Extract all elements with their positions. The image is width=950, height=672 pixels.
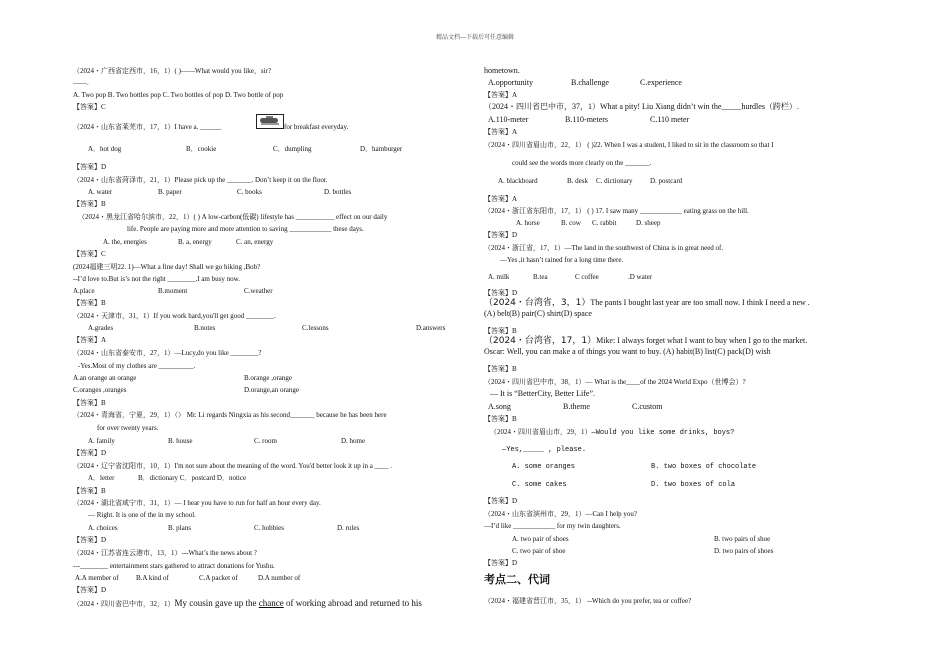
option-d: D.orange,an orange xyxy=(244,386,300,394)
option-c: C. some cakes xyxy=(512,481,567,489)
option-c: C. dictionary xyxy=(596,177,633,185)
option-a: A.110-meter xyxy=(488,115,529,124)
question-source: （2024・天津市，31，1）If you work hard,you'll get good ________. xyxy=(73,312,276,320)
question-text: could see the words more clearly on the _______. xyxy=(512,159,652,167)
answer-label: 【答案】B xyxy=(73,487,106,495)
question-text: --I’d love to.But is’s not the right ________.I am busy now. xyxy=(73,275,240,283)
question-source: （2024・山东省菏泽市，21，1）Please pick up the _______. Don’t keep it on the floor. xyxy=(73,176,328,184)
question-source: （2024・青海省，宁夏，29，1）（） Mr. Li regards Ningxia as his second_______ because he has been here xyxy=(73,411,387,419)
option-c: C.experience xyxy=(640,78,682,87)
option-c: C coffee xyxy=(575,273,599,281)
option-a: A.grades xyxy=(88,324,114,332)
option-a: A.song xyxy=(488,402,511,411)
option-a: A. some oranges xyxy=(512,463,576,471)
option-b: B.tea xyxy=(533,273,548,281)
option-d: D. rules xyxy=(337,524,360,532)
question-text: — Right. It is one of the in my school. xyxy=(88,511,196,519)
question-source: （2024・山东省莱芜市，17，1）I have a. ______ xyxy=(73,123,222,131)
answer-label: 【答案】A xyxy=(484,195,518,203)
answer-label: 【答案】B xyxy=(73,299,106,307)
option-b: B.orange ,orange xyxy=(244,374,293,382)
question-source: （2024・浙江省，17，1）—The land in the southwest of China is in great need of. xyxy=(484,244,724,252)
answer-label: 【答案】D xyxy=(73,449,107,457)
option-c: C.oranges ,oranges xyxy=(73,386,127,394)
option-b: B. two boxes of chocolate xyxy=(651,463,757,471)
option-b: B.theme xyxy=(563,402,590,411)
question-source: （2024・山东省泰安市，27，1）—Lucy,do you like ________? xyxy=(73,349,262,357)
option-d: .D water xyxy=(628,273,653,281)
answer-label: 【答案】A xyxy=(484,91,518,99)
question-text: —Yes,_____ , please. xyxy=(502,446,587,454)
answer-label: 【答案】B xyxy=(484,415,517,423)
question-line xyxy=(484,298,810,308)
option-b: B. paper xyxy=(158,188,182,196)
answer-label: 【答案】B xyxy=(484,365,517,373)
answer-label: 【答案】D xyxy=(484,497,518,505)
option-a: A. family xyxy=(88,437,115,445)
question-text: —Would you like some drinks, boys? xyxy=(591,429,735,437)
option-c: C. room xyxy=(254,437,277,445)
question-source: （2024・台湾省，17，1） xyxy=(484,336,597,346)
question-text: The pants I bought last year are too small now. I think I need a new . xyxy=(590,298,810,307)
option-d: D. postcard xyxy=(650,177,683,185)
answer-label: 【答案】D xyxy=(73,586,107,594)
answer-label: 【答案】D xyxy=(73,536,107,544)
option-b: B.A kind of xyxy=(136,574,169,582)
option-a: A.opportunity xyxy=(488,78,534,87)
option-c: C. an, energy xyxy=(236,238,274,246)
option-a: A.A member of xyxy=(75,574,119,582)
option-a: A.place xyxy=(73,287,95,295)
question-text: for over twenty years. xyxy=(97,424,159,432)
option-b: B. cow xyxy=(561,219,581,227)
question-source: （2024・山东省滨州市，29，1）—Can I help you? xyxy=(484,510,638,518)
options-bcd: B．dictionary C．postcard D．notice xyxy=(138,474,247,482)
option-d: D. two boxes of cola xyxy=(651,481,736,489)
question-source: （2024・辽宁省沈阳市，10，1）I'm not sure about the meaning of the word. You'd better look it up in a ____ . xyxy=(73,462,393,470)
option-d: D. bottles xyxy=(324,188,352,196)
option-c: C.110 meter xyxy=(650,115,690,124)
answer-label: 【答案】C xyxy=(73,103,106,111)
question-source: （2024・广西省定西市，16，1）( )——What would you like，sir? xyxy=(73,67,271,75)
question-text: Mike: I always forget what I want to buy when I go to the market. xyxy=(596,336,808,345)
option-c: C.A packet of xyxy=(199,574,238,582)
options: A. Two pop B. Two bottles pop C. Two bottles of pop D. Two bottle of pop xyxy=(73,91,284,99)
option-a: A. choices xyxy=(88,524,118,532)
question-text: of working abroad and returned to his xyxy=(283,598,422,608)
question-source: （2024・四川省眉山市，29，1） xyxy=(490,428,592,436)
question-source: （2024・四川省巴中市，37，1）What a pity! Liu Xiang didn’t win the_____hurdles（跨栏）. xyxy=(484,102,799,111)
question-source: (2024福建三明22. 1)—What a fine day! Shall we go hiking ,Bob? xyxy=(73,263,261,271)
option-b: B.challenge xyxy=(571,78,609,87)
answer-label: 【答案】D xyxy=(484,289,518,297)
answer-label: 【答案】D xyxy=(484,231,518,239)
option-a: A. horse xyxy=(516,219,540,227)
option-c: C. hobbies xyxy=(254,524,284,532)
question-line xyxy=(484,336,807,346)
option-d: D.A number of xyxy=(258,574,301,582)
hamburger-picture xyxy=(256,114,284,129)
option-a: A.an orange an orange xyxy=(73,374,137,382)
option-c: C.custom xyxy=(632,402,663,411)
answer-label: 【答案】D xyxy=(484,559,518,567)
answer-label: 【答案】D xyxy=(73,163,107,171)
option-b: B．cookie xyxy=(186,145,217,153)
option-b: B. a, energy xyxy=(178,238,212,246)
option-b: B. two pairs of shoe xyxy=(714,535,771,543)
underlined-word: chance xyxy=(258,598,284,608)
page-header: 精品文档---下载后可任意编辑 xyxy=(436,35,514,41)
option-b: B.moment xyxy=(158,287,188,295)
question-source: （2024・四川省巴中市，38，1）— What is the____of the 2024 World Expo（世博会）? xyxy=(484,378,746,386)
question-source: （2024・浙江省东阳市，17，1） ( ) 17. I saw many ____________ eating grass on the hill. xyxy=(484,207,749,215)
question-source: （2024・福建省晋江市，35，1） --Which do you prefer, tea or coffee? xyxy=(484,597,692,605)
option-c: C.lessons xyxy=(302,324,329,332)
option-b: B.110-meters xyxy=(565,115,609,124)
question-source: （2024・四川省巴中市，32，1） xyxy=(73,600,175,608)
option-b: B. plans xyxy=(168,524,191,532)
option-a: A. water xyxy=(88,188,113,196)
answer-label: 【答案】B xyxy=(73,200,106,208)
question-text: —Yes ,it hasn’t rained for a long time there. xyxy=(500,256,624,264)
question-source: （2024・江苏省连云港市，13，1）---What’s the news about ? xyxy=(73,549,257,557)
option-a: A．letter xyxy=(88,474,115,482)
option-b: B.notes xyxy=(194,324,216,332)
question-line xyxy=(490,427,734,438)
question-source: （2024・湖北省咸宁市，31，1）— I hear you have to run for half an hour every day. xyxy=(73,499,321,507)
question-source: （2024・黑龙江省哈尔滨市，22，1）( ) A low-carbon(低碳) lifestyle has ___________ effect on our daily xyxy=(78,213,388,221)
answer-label: 【答案】A xyxy=(484,128,518,136)
answer-label: 【答案】B xyxy=(484,327,517,335)
option-d: D．hamburger xyxy=(360,145,403,153)
question-text: hometown. xyxy=(484,66,520,75)
option-b: B. house xyxy=(168,437,193,445)
option-d: D. two pairs of shoes xyxy=(714,547,774,555)
question-text: Oscar: Well, you can make a of things you want to buy. (A) habit(B) list(C) pack(D) wish xyxy=(484,347,771,356)
option-a: A. two pair of shoes xyxy=(512,535,569,543)
question-source: （2024・四川省眉山市，22，1） ( )22. When I was a student, I liked to sit in the classroom so that I xyxy=(484,141,774,149)
question-text: -Yes.Most of my clothes are __________. xyxy=(78,362,196,370)
option-a: A. the, energies xyxy=(103,238,147,246)
question-text: —I’d like ____________ for my twin daughters. xyxy=(484,522,621,530)
question-text: My cousin gave up the xyxy=(174,598,259,608)
option-d: D. sheep xyxy=(636,219,661,227)
answer-label: 【答案】B xyxy=(73,399,106,407)
options: (A) belt(B) pair(C) shirt(D) space xyxy=(484,309,592,318)
option-c: C. rabbit xyxy=(592,219,617,227)
option-b: B. desk xyxy=(567,177,588,185)
option-c: C. two pair of shoe xyxy=(512,547,566,555)
option-c: C.weather xyxy=(244,287,273,295)
option-a: A. blackboard xyxy=(498,177,538,185)
question-source: （2024・台湾省，3，1） xyxy=(484,298,591,308)
option-c: C．dumpling xyxy=(273,145,312,153)
option-d: D.answers xyxy=(416,324,446,332)
question-text: for breakfast everyday. xyxy=(284,123,349,131)
option-a: A．hot dog xyxy=(88,145,122,153)
answer-label: 【答案】A xyxy=(73,336,107,344)
option-a: A. milk xyxy=(488,273,510,281)
option-d: D. home xyxy=(341,437,366,445)
question-text: life. People are paying more and more attention to saving ____________ these days. xyxy=(127,225,364,233)
question-text: ---________ entertainment stars gathered to attract donations for Yushu. xyxy=(73,562,275,570)
answer-label: 【答案】C xyxy=(73,250,106,258)
question-text: — It is “BetterCity, Better Life”. xyxy=(490,389,596,398)
option-c: C. books xyxy=(237,188,262,196)
answer-blank: ——. xyxy=(73,79,89,87)
section-heading: 考点二、代词 xyxy=(484,573,550,586)
question-line xyxy=(73,598,422,609)
